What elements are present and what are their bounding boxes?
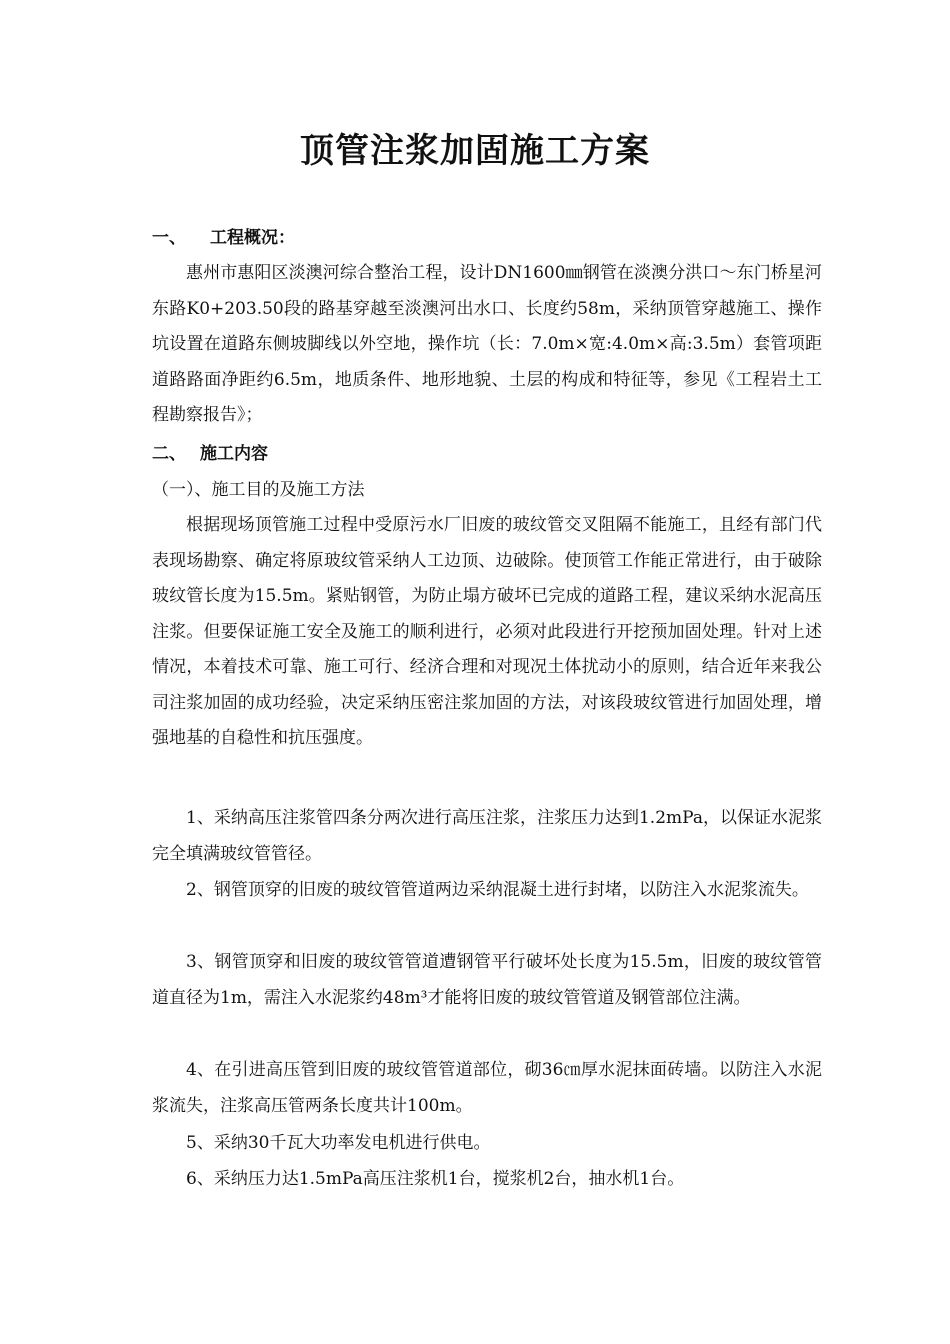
section-heading-text: 施工内容 [200, 444, 268, 464]
list-item: 3、钢管顶穿和旧废的玻纹管管道遭钢管平行破坏处长度为15.5m，旧废的玻纹管管道直径为1m，需注入水泥浆约48m³才能将旧废的玻纹管管道及钢管部位注满。 [152, 952, 822, 1008]
list-item: 2、钢管顶穿的旧废的玻纹管管道两边采纳混凝土进行封堵，以防注入水泥浆流失。 [186, 880, 809, 900]
purpose-paragraph: 根据现场顶管施工过程中受原污水厂旧废的玻纹管交叉阻隔不能施工，且经有部门代表现场勘察、确定将原玻纹管采纳人工边顶、边破除。使顶管工作能正常进行，由于破除玻纹管长度为15.5m。紧贴钢管，为防止塌方破坏已完成的道路工程，建议采纳水泥高压注浆。但要保证施工安全及施工的顺利进行，必须对此段进行开挖预加固处理。针对上述情况，本着技术可靠、施工可行、经济合理和对现况土体扰动小的原则，结合近年来我公司注浆加固的成功经验，决定采纳压密注浆加固的方法，对该段玻纹管进行加固处理，增强地基的自稳性和抗压强度。 [152, 515, 822, 748]
list-item: 6、采纳压力达1.5mPa高压注浆机1台，搅浆机2台，抽水机1台。 [186, 1169, 685, 1189]
section-heading-text: 工程概况： [210, 228, 295, 248]
section-heading-construction [152, 442, 268, 466]
list-item: 5、采纳30千瓦大功率发电机进行供电。 [186, 1133, 491, 1153]
list-item: 1、采纳高压注浆管四条分两次进行高压注浆，注浆压力达到1.2mPa，以保证水泥浆完全填满玻纹管管径。 [152, 808, 822, 864]
document-title: 顶管注浆加固施工方案 [300, 131, 650, 171]
list-item: 4、在引进高压管到旧废的玻纹管管道部位，砌36㎝厚水泥抹面砖墙。以防注入水泥浆流失，注浆高压管两条长度共计100m。 [152, 1060, 822, 1116]
subsection-heading: （一）、施工目的及施工方法 [152, 480, 365, 500]
section-heading-overview [152, 226, 295, 250]
overview-paragraph: 惠州市惠阳区淡澳河综合整治工程，设计DN1600㎜钢管在淡澳分洪口～东门桥星河东路K0+203.50段的路基穿越至淡澳河出水口、长度约58m，采纳顶管穿越施工、操作坑设置在道路东侧坡脚线以外空地，操作坑（长：7.0m×宽:4.0m×高:3.5m）套管项距道路路面净距约6.5m，地质条件、地形地貌、土层的构成和特征等，参见《工程岩土工程勘察报告》； [152, 263, 822, 425]
section-number: 二、 [152, 444, 186, 464]
section-number: 一、 [152, 228, 186, 248]
